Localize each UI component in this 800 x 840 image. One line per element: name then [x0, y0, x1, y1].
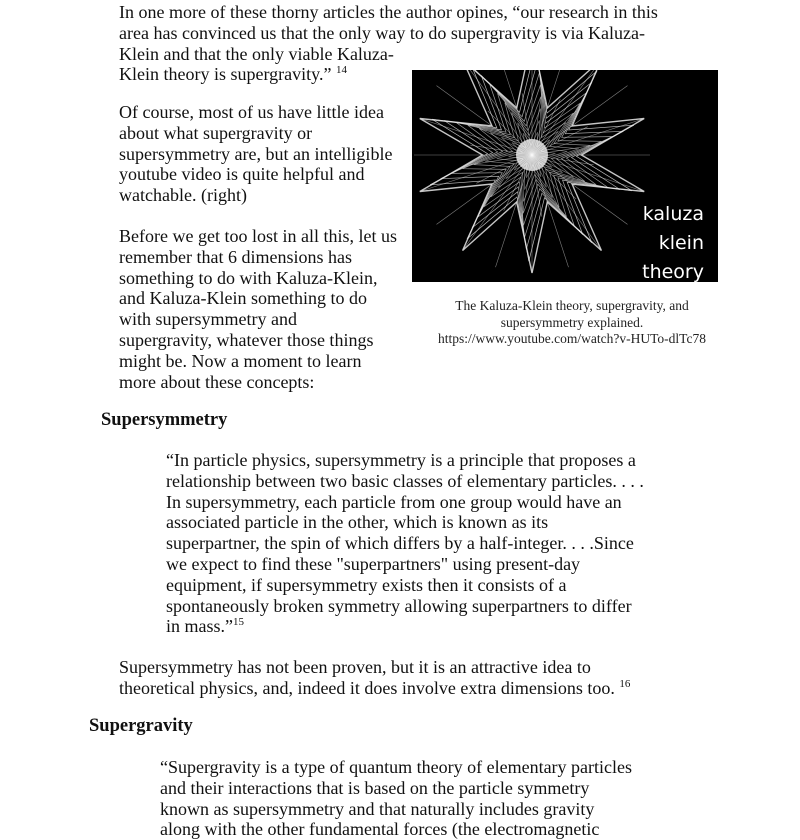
dimensions-paragraph: [119, 226, 397, 392]
text-fragment: theoretical physics, and, indeed it does involve extra dimensions too.: [119, 677, 620, 698]
footnote-marker: 15: [233, 616, 244, 629]
text-line: Before we get too lost in all this, let us: [119, 226, 397, 246]
section-heading-supersymmetry: Supersymmetry: [101, 410, 228, 430]
text-line: something to do with Kaluza-Klein,: [119, 267, 378, 288]
figure-caption: [412, 298, 732, 348]
video-paragraph: [119, 102, 392, 206]
caption-line: supersymmetry explained.: [500, 314, 644, 330]
section-heading-supergravity: Supergravity: [89, 716, 193, 736]
thumbnail-word: theory: [642, 261, 704, 282]
quote-line: known as supersymmetry and that naturally includes gravity: [160, 798, 595, 819]
text-line: and Kaluza-Klein something to do: [119, 288, 367, 309]
quote-line: along with the other fundamental forces (the electromagnetic: [160, 819, 600, 840]
text-line: might be. Now a moment to learn: [119, 350, 362, 371]
quote-line: associated particle in the other, which is known as its: [166, 512, 549, 533]
text-fragment: Klein theory is supergravity.”: [119, 64, 336, 85]
footnote-marker: 14: [335, 64, 347, 77]
quote-line: superpartner, the spin of which differs by a half-integer. . . .Since: [166, 533, 634, 554]
text-line: supergravity, whatever those things: [119, 329, 374, 350]
thumbnail-overlay-text: [642, 204, 704, 282]
mesh-ray: [532, 155, 601, 251]
quote-line: equipment, if supersymmetry exists then it consists of a: [166, 574, 567, 595]
thumbnail-word: klein: [658, 232, 704, 254]
text-line: with supersymmetry and: [119, 309, 297, 330]
text-line: In one more of these thorny articles the author opines, “our research in this: [119, 2, 658, 22]
quote-line: “In particle physics, supersymmetry is a principle that proposes a: [166, 450, 636, 470]
caption-url[interactable]: https://www.youtube.com/watch?v-HUTo-dlTc78: [438, 331, 706, 346]
quote-line: “Supergravity is a type of quantum theory of elementary particles: [160, 757, 633, 777]
text-line: watchable. (right): [119, 185, 247, 206]
text-line: about what supergravity or: [119, 122, 313, 143]
text-line: Supersymmetry has not been proven, but it is an attractive idea to: [119, 657, 591, 677]
text-line: remember that 6 dimensions has: [119, 246, 352, 267]
quote-line: In supersymmetry, each particle from one group would have an: [166, 491, 622, 512]
supergravity-quote: [160, 757, 632, 840]
text-line: [119, 678, 630, 699]
text-fragment: in mass.”: [166, 616, 233, 637]
supersymmetry-quote: [166, 450, 644, 637]
text-line: area has convinced us that the only way to do supergravity is via Kaluza-: [119, 22, 646, 43]
text-line: supersymmetry are, but an intelligible: [119, 143, 393, 164]
text-line: youtube video is quite helpful and: [119, 164, 365, 185]
video-thumbnail[interactable]: [412, 70, 718, 282]
caption-line: The Kaluza-Klein theory, supergravity, and: [455, 298, 689, 313]
text-line: more about these concepts:: [119, 371, 315, 392]
quote-line: relationship between two basic classes of elementary particles. . . .: [166, 470, 644, 491]
quote-line: spontaneously broken symmetry allowing superpartners to differ: [166, 595, 632, 616]
quote-line: [166, 616, 644, 637]
quote-line: and their interactions that is based on the particle symmetry: [160, 777, 590, 798]
thumbnail-word: kaluza: [642, 203, 704, 225]
text-line: Of course, most of us have little idea: [119, 102, 384, 122]
supersymmetry-followup: [119, 657, 630, 699]
text-line: Klein and that the only viable Kaluza-: [119, 43, 394, 64]
quote-line: we expect to find these "superpartners" using present-day: [166, 553, 581, 574]
mesh-center: [516, 139, 548, 171]
footnote-marker: 16: [619, 677, 631, 690]
